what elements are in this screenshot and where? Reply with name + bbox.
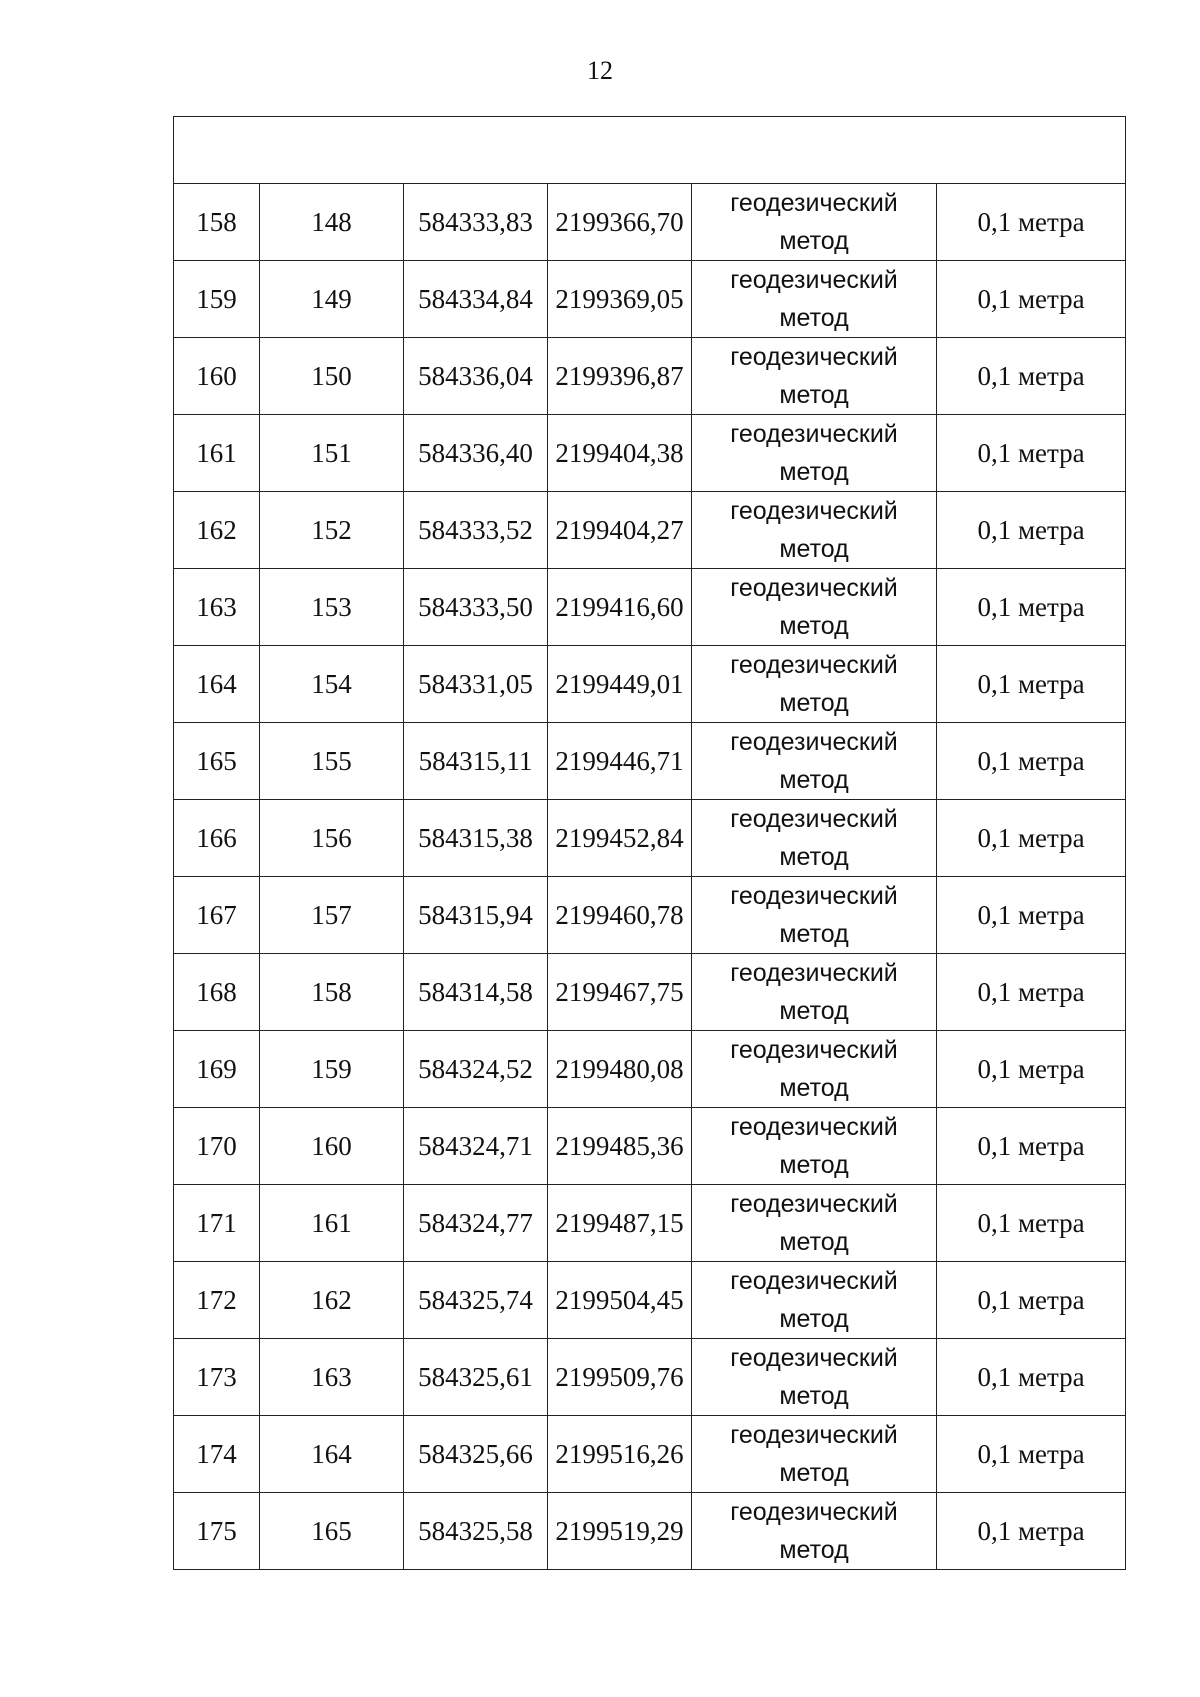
point-number-cell: 160: [260, 1108, 404, 1185]
method-line-1: геодезический: [730, 1190, 898, 1218]
table-row: [174, 261, 1126, 338]
y-coordinate-cell: 2199404,27: [548, 492, 692, 569]
accuracy-cell: 0,1 метра: [937, 1416, 1126, 1493]
method-cell: [692, 723, 937, 800]
y-coordinate-cell: 2199467,75: [548, 954, 692, 1031]
accuracy-cell: 0,1 метра: [937, 492, 1126, 569]
table-row: [174, 569, 1126, 646]
method-line-1: геодезический: [730, 1344, 898, 1372]
y-coordinate-cell: 2199519,29: [548, 1493, 692, 1570]
method-line-1: геодезический: [730, 343, 898, 371]
table-body: [174, 117, 1126, 1570]
method-cell: [692, 184, 937, 261]
method-cell: [692, 492, 937, 569]
row-number-cell: 168: [174, 954, 260, 1031]
coordinates-table: [173, 116, 1126, 1570]
method-line-2: метод: [779, 1305, 849, 1333]
method-line-2: метод: [779, 1228, 849, 1256]
row-number-cell: 167: [174, 877, 260, 954]
table-row: [174, 1493, 1126, 1570]
x-coordinate-cell: 584314,58: [404, 954, 548, 1031]
row-number-cell: 161: [174, 415, 260, 492]
table-row: [174, 1416, 1126, 1493]
method-line-2: метод: [779, 997, 849, 1025]
row-number-cell: 165: [174, 723, 260, 800]
x-coordinate-cell: 584336,40: [404, 415, 548, 492]
point-number-cell: 162: [260, 1262, 404, 1339]
method-line-2: метод: [779, 381, 849, 409]
method-line-2: метод: [779, 1536, 849, 1564]
method-line-1: геодезический: [730, 805, 898, 833]
method-line-2: метод: [779, 1382, 849, 1410]
method-cell: [692, 1416, 937, 1493]
x-coordinate-cell: 584325,58: [404, 1493, 548, 1570]
y-coordinate-cell: 2199416,60: [548, 569, 692, 646]
x-coordinate-cell: 584325,66: [404, 1416, 548, 1493]
row-number-cell: 166: [174, 800, 260, 877]
method-cell: [692, 1108, 937, 1185]
y-coordinate-cell: 2199366,70: [548, 184, 692, 261]
point-number-cell: 152: [260, 492, 404, 569]
page-number: 12: [587, 56, 613, 85]
method-line-1: геодезический: [730, 574, 898, 602]
table-row: [174, 1185, 1126, 1262]
method-line-1: геодезический: [730, 420, 898, 448]
method-cell: [692, 800, 937, 877]
row-number-cell: 174: [174, 1416, 260, 1493]
y-coordinate-cell: 2199487,15: [548, 1185, 692, 1262]
table-header-cell: [174, 117, 1126, 184]
x-coordinate-cell: 584334,84: [404, 261, 548, 338]
y-coordinate-cell: 2199449,01: [548, 646, 692, 723]
method-cell: [692, 415, 937, 492]
table-row: [174, 1108, 1126, 1185]
row-number-cell: 173: [174, 1339, 260, 1416]
accuracy-cell: 0,1 метра: [937, 800, 1126, 877]
row-number-cell: 175: [174, 1493, 260, 1570]
table-row: [174, 492, 1126, 569]
point-number-cell: 165: [260, 1493, 404, 1570]
table-row: [174, 877, 1126, 954]
method-line-2: метод: [779, 304, 849, 332]
method-line-2: метод: [779, 458, 849, 486]
accuracy-cell: 0,1 метра: [937, 415, 1126, 492]
accuracy-cell: 0,1 метра: [937, 1108, 1126, 1185]
accuracy-cell: 0,1 метра: [937, 954, 1126, 1031]
x-coordinate-cell: 584325,61: [404, 1339, 548, 1416]
y-coordinate-cell: 2199509,76: [548, 1339, 692, 1416]
accuracy-cell: 0,1 метра: [937, 569, 1126, 646]
method-cell: [692, 569, 937, 646]
table-row: [174, 338, 1126, 415]
y-coordinate-cell: 2199404,38: [548, 415, 692, 492]
point-number-cell: 150: [260, 338, 404, 415]
table-row: [174, 723, 1126, 800]
y-coordinate-cell: 2199369,05: [548, 261, 692, 338]
y-coordinate-cell: 2199460,78: [548, 877, 692, 954]
method-line-1: геодезический: [730, 959, 898, 987]
x-coordinate-cell: 584315,38: [404, 800, 548, 877]
row-number-cell: 160: [174, 338, 260, 415]
method-cell: [692, 1493, 937, 1570]
row-number-cell: 172: [174, 1262, 260, 1339]
x-coordinate-cell: 584336,04: [404, 338, 548, 415]
x-coordinate-cell: 584333,83: [404, 184, 548, 261]
x-coordinate-cell: 584333,50: [404, 569, 548, 646]
method-line-2: метод: [779, 227, 849, 255]
method-line-1: геодезический: [730, 1498, 898, 1526]
method-line-1: геодезический: [730, 266, 898, 294]
method-cell: [692, 1185, 937, 1262]
table-header-row: [174, 117, 1126, 184]
row-number-cell: 163: [174, 569, 260, 646]
y-coordinate-cell: 2199516,26: [548, 1416, 692, 1493]
y-coordinate-cell: 2199504,45: [548, 1262, 692, 1339]
method-line-1: геодезический: [730, 728, 898, 756]
y-coordinate-cell: 2199396,87: [548, 338, 692, 415]
point-number-cell: 158: [260, 954, 404, 1031]
method-cell: [692, 261, 937, 338]
row-number-cell: 170: [174, 1108, 260, 1185]
table-row: [174, 1339, 1126, 1416]
accuracy-cell: 0,1 метра: [937, 723, 1126, 800]
accuracy-cell: 0,1 метра: [937, 261, 1126, 338]
y-coordinate-cell: 2199446,71: [548, 723, 692, 800]
x-coordinate-cell: 584324,52: [404, 1031, 548, 1108]
row-number-cell: 169: [174, 1031, 260, 1108]
method-cell: [692, 954, 937, 1031]
point-number-cell: 154: [260, 646, 404, 723]
point-number-cell: 159: [260, 1031, 404, 1108]
method-cell: [692, 1031, 937, 1108]
point-number-cell: 151: [260, 415, 404, 492]
table-row: [174, 800, 1126, 877]
method-cell: [692, 877, 937, 954]
x-coordinate-cell: 584324,77: [404, 1185, 548, 1262]
method-line-1: геодезический: [730, 189, 898, 217]
method-cell: [692, 646, 937, 723]
row-number-cell: 158: [174, 184, 260, 261]
method-line-2: метод: [779, 1074, 849, 1102]
row-number-cell: 159: [174, 261, 260, 338]
point-number-cell: 156: [260, 800, 404, 877]
method-line-2: метод: [779, 612, 849, 640]
method-line-2: метод: [779, 766, 849, 794]
point-number-cell: 161: [260, 1185, 404, 1262]
accuracy-cell: 0,1 метра: [937, 646, 1126, 723]
accuracy-cell: 0,1 метра: [937, 1031, 1126, 1108]
y-coordinate-cell: 2199485,36: [548, 1108, 692, 1185]
table-row: [174, 415, 1126, 492]
method-line-2: метод: [779, 843, 849, 871]
method-line-1: геодезический: [730, 651, 898, 679]
method-line-1: геодезический: [730, 1421, 898, 1449]
method-line-2: метод: [779, 1459, 849, 1487]
method-line-2: метод: [779, 920, 849, 948]
table-row: [174, 646, 1126, 723]
accuracy-cell: 0,1 метра: [937, 184, 1126, 261]
method-cell: [692, 338, 937, 415]
point-number-cell: 155: [260, 723, 404, 800]
method-cell: [692, 1339, 937, 1416]
y-coordinate-cell: 2199452,84: [548, 800, 692, 877]
x-coordinate-cell: 584315,94: [404, 877, 548, 954]
accuracy-cell: 0,1 метра: [937, 1339, 1126, 1416]
method-line-1: геодезический: [730, 1036, 898, 1064]
y-coordinate-cell: 2199480,08: [548, 1031, 692, 1108]
method-line-1: геодезический: [730, 497, 898, 525]
method-line-1: геодезический: [730, 1267, 898, 1295]
table-row: [174, 1031, 1126, 1108]
x-coordinate-cell: 584333,52: [404, 492, 548, 569]
method-line-2: метод: [779, 1151, 849, 1179]
accuracy-cell: 0,1 метра: [937, 1185, 1126, 1262]
x-coordinate-cell: 584325,74: [404, 1262, 548, 1339]
table-row: [174, 954, 1126, 1031]
accuracy-cell: 0,1 метра: [937, 877, 1126, 954]
point-number-cell: 163: [260, 1339, 404, 1416]
x-coordinate-cell: 584324,71: [404, 1108, 548, 1185]
method-line-2: метод: [779, 689, 849, 717]
method-cell: [692, 1262, 937, 1339]
point-number-cell: 153: [260, 569, 404, 646]
x-coordinate-cell: 584331,05: [404, 646, 548, 723]
point-number-cell: 148: [260, 184, 404, 261]
row-number-cell: 171: [174, 1185, 260, 1262]
accuracy-cell: 0,1 метра: [937, 1493, 1126, 1570]
accuracy-cell: 0,1 метра: [937, 1262, 1126, 1339]
table-row: [174, 1262, 1126, 1339]
point-number-cell: 149: [260, 261, 404, 338]
method-line-1: геодезический: [730, 1113, 898, 1141]
table-row: [174, 184, 1126, 261]
method-line-1: геодезический: [730, 882, 898, 910]
row-number-cell: 164: [174, 646, 260, 723]
point-number-cell: 164: [260, 1416, 404, 1493]
point-number-cell: 157: [260, 877, 404, 954]
x-coordinate-cell: 584315,11: [404, 723, 548, 800]
method-line-2: метод: [779, 535, 849, 563]
row-number-cell: 162: [174, 492, 260, 569]
accuracy-cell: 0,1 метра: [937, 338, 1126, 415]
